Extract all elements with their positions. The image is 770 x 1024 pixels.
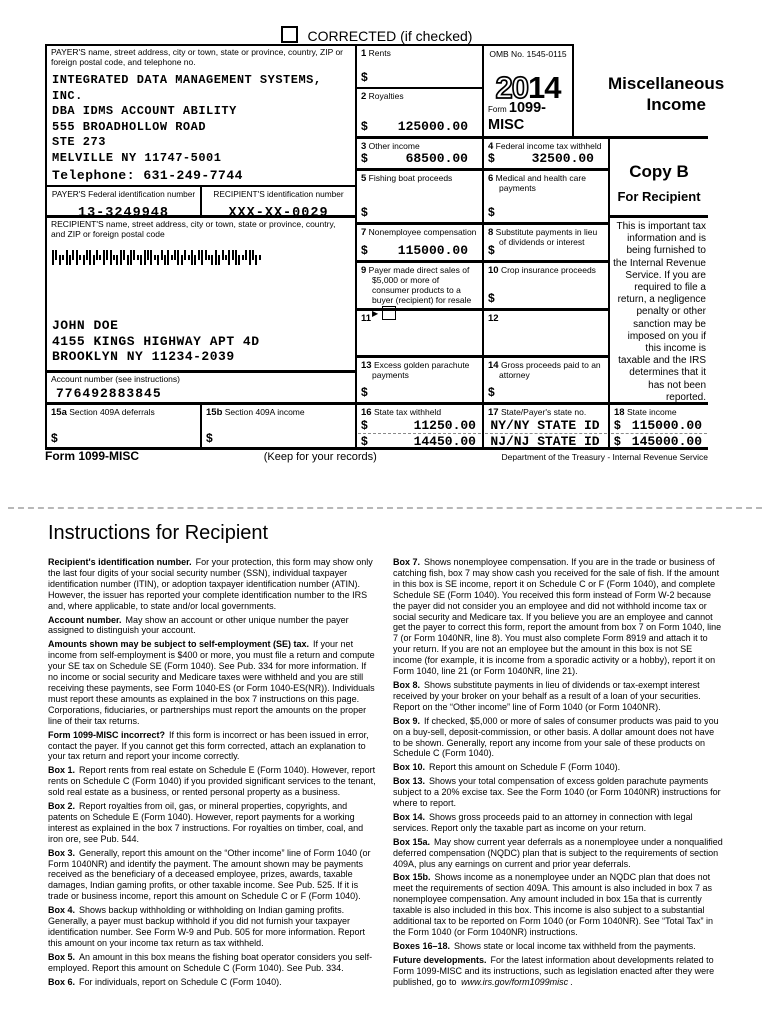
paragraph-lead: Box 14. bbox=[393, 811, 426, 822]
payer-fed-id-box bbox=[45, 185, 200, 221]
recipient-id-box bbox=[200, 185, 355, 221]
box-number: 15a bbox=[51, 407, 67, 418]
payer-line: INTEGRATED DATA MANAGEMENT SYSTEMS, INC. bbox=[52, 73, 322, 103]
box-number: 10 bbox=[488, 265, 499, 276]
omb-year-box bbox=[482, 44, 574, 136]
box-8-substitute-payments bbox=[482, 222, 608, 260]
dollar-sign: $ bbox=[361, 70, 368, 85]
box-label: Payer made direct sales of $5,000 or more of consumer products to a buyer (recipient) for resale bbox=[368, 265, 472, 305]
dollar-sign: $ bbox=[361, 418, 368, 433]
box-label: Section 409A income bbox=[224, 407, 305, 417]
box-number: 15b bbox=[206, 407, 223, 418]
box-label: State income bbox=[626, 407, 677, 417]
payer-info-box bbox=[45, 44, 355, 185]
box-7-nonemployee-compensation bbox=[355, 222, 482, 260]
state-tax-withheld-row1: 11250.00 bbox=[413, 418, 476, 434]
box-label: Medical and health care payments bbox=[495, 173, 586, 194]
paragraph-lead: Boxes 16–18. bbox=[393, 940, 451, 951]
account-number-label: Account number (see instructions) bbox=[51, 374, 180, 384]
dollar-sign: $ bbox=[614, 434, 621, 449]
payer-address bbox=[52, 73, 355, 167]
instructions-left-column bbox=[48, 557, 378, 991]
corrected-label: CORRECTED (if checked) bbox=[307, 28, 473, 44]
box-2-amount: 125000.00 bbox=[397, 118, 468, 134]
paragraph-lead: Account number. bbox=[48, 614, 122, 625]
instruction-paragraph: Box 15b. Shows income as a nonemployee under an NQDC plan that does not meet the requirements of section 409A. This amount is also included in box 7 as nonemployee compensation. Any amount included in box 15a that is currently taxable is also included in this box. This income is also subject to a substantial additional tax to be reported on Form 1040 (or Form 1040NR). See “Total Tax” in the Form 1040 (or Form 1040NR) instructions. bbox=[393, 872, 713, 937]
paragraph-lead: Box 9. bbox=[393, 715, 421, 726]
instruction-paragraph: Boxes 16–18. Shows state or local income tax withheld from the payments. bbox=[393, 940, 696, 951]
instruction-paragraph: Recipient's identification number. For your protection, this form may show only the last four digits of your social security number (SSN), individual taxpayer identification number (ITIN), or adoption taxpayer identification number (ATIN). However, the issuer has reported your complete identification number to the IRS and, where applicable, to state and/or local governments. bbox=[48, 557, 373, 611]
instruction-paragraph: Account number. May show an account or other unique number the payer assigned to distinguish your account. bbox=[48, 614, 349, 636]
irs-url: www.irs.gov/form1099misc bbox=[461, 976, 569, 987]
form-grid bbox=[45, 44, 725, 450]
state-income-row1: 115000.00 bbox=[631, 418, 702, 434]
recipient-line: BROOKLYN NY 11234-2039 bbox=[52, 349, 235, 364]
box-17-state-payer-no bbox=[482, 402, 608, 450]
box-3-amount: 68500.00 bbox=[405, 150, 468, 166]
dollar-sign: $ bbox=[488, 291, 495, 306]
payer-fed-id-label: PAYER'S Federal identification number bbox=[51, 189, 196, 199]
recipient-line: JOHN DOE bbox=[52, 318, 119, 333]
box-15b-409a-income bbox=[200, 402, 355, 447]
box-number: 9 bbox=[361, 265, 367, 276]
box-5-fishing-boat-proceeds bbox=[355, 168, 482, 222]
paragraph-lead: Amounts shown may be subject to self-employment (SE) tax. bbox=[48, 639, 310, 650]
box-9-direct-sales bbox=[355, 260, 482, 318]
dollar-sign: $ bbox=[206, 431, 213, 446]
instruction-paragraph: Box 6. For individuals, report on Schedule C (Form 1040). bbox=[48, 976, 282, 987]
box-16-state-tax-withheld bbox=[355, 402, 482, 450]
dollar-sign: $ bbox=[614, 418, 621, 433]
box-number: 1 bbox=[361, 48, 367, 59]
instructions-right-column bbox=[393, 557, 723, 991]
box-label: State tax withheld bbox=[373, 407, 442, 417]
paragraph-lead: Form 1099-MISC incorrect? bbox=[48, 729, 166, 740]
box-number: 8 bbox=[488, 227, 494, 238]
state-income-row2: 145000.00 bbox=[631, 434, 702, 450]
box-number: 4 bbox=[488, 141, 494, 152]
paragraph-lead: Box 8. bbox=[393, 679, 421, 690]
dollar-sign: $ bbox=[361, 242, 368, 257]
box-label: Section 409A deferrals bbox=[69, 407, 155, 417]
form-number-line: Form 1099-MISC bbox=[488, 100, 546, 134]
paragraph-lead: Recipient's identification number. bbox=[48, 557, 192, 567]
instruction-paragraph: Box 9. If checked, $5,000 or more of sales of consumer products was paid to you on a buy-sell, deposit-commission, or other basis. A dollar amount does not have to be shown. Generally, report any income from your sale of these products on Schedule C (Form 1040). bbox=[393, 715, 719, 759]
corrected-row bbox=[45, 26, 708, 44]
paragraph-lead: Box 1. bbox=[48, 765, 76, 776]
instruction-paragraph: Box 13. Shows your total compensation of excess golden parachute payments subject to a 20% excise tax. See the Form 1040 (or Form 1040NR) instructions for where to report. bbox=[393, 776, 721, 809]
footer-keep-note: (Keep for your records) bbox=[263, 451, 377, 463]
form-footer bbox=[45, 449, 708, 463]
payer-telephone: Telephone: 631-249-7744 bbox=[52, 167, 243, 183]
dollar-sign: $ bbox=[361, 150, 368, 165]
account-number-value: 776492883845 bbox=[56, 385, 162, 401]
box-number: 18 bbox=[614, 407, 625, 418]
instructions-title: Instructions for Recipient bbox=[48, 522, 269, 544]
instruction-paragraph: Box 3. Generally, report this amount on the “Other income” line of Form 1040 (or Form 1040NR) and identify the payment. The amount shown may be payments received as the beneficiary of a deceased employee, prizes, awards, taxable damages, Indian gaming profits, or other taxable income. See Pub. 525. If it is trade or business income, report this amount on Schedule C or F (Form 1040). bbox=[48, 847, 371, 902]
instruction-paragraph: Form 1099-MISC incorrect? If this form is incorrect or has been issued in error, contact the payer. If you cannot get this form corrected, attach an explanation to your tax return and report your income correctly. bbox=[48, 729, 369, 762]
dollar-sign: $ bbox=[51, 431, 58, 446]
box-18-state-income bbox=[608, 402, 708, 450]
instruction-paragraph: Box 15a. May show current year deferrals as a nonemployee under a nonqualified deferred compensation (NQDC) plan that is subject to the requirements of section 409A, plus any earnings on current and prior year deferrals. bbox=[393, 836, 723, 869]
recipient-label: RECIPIENT'S name, street address, city or town, state or province, country, and ZIP or foreign postal code bbox=[51, 219, 336, 239]
instruction-paragraph: Box 14. Shows gross proceeds paid to an attorney in connection with legal services. Report only the taxable part as income on your return. bbox=[393, 811, 693, 833]
box-label: Substitute payments in lieu of dividends or interest bbox=[495, 227, 598, 248]
dashed-separator bbox=[8, 507, 762, 509]
instruction-paragraph: Box 1. Report rents from real estate on Schedule E (Form 1040). However, report rents on Schedule C (Form 1040) if you provided significant services to the tenant, sold real estate as a business, or rented personal property as a business. bbox=[48, 765, 376, 798]
box-label: Federal income tax withheld bbox=[495, 141, 602, 151]
box-number: 6 bbox=[488, 173, 494, 184]
paragraph-lead: Box 6. bbox=[48, 976, 76, 987]
dollar-sign: $ bbox=[361, 385, 368, 400]
account-number-box bbox=[45, 370, 355, 402]
state-tax-withheld-row2: 14450.00 bbox=[413, 434, 476, 450]
payer-line: 555 BROADHOLLOW ROAD bbox=[52, 119, 207, 134]
box-label: Other income bbox=[368, 141, 420, 151]
paragraph-lead: Box 5. bbox=[48, 951, 76, 962]
paragraph-lead: Box 7. bbox=[393, 557, 421, 567]
paragraph-lead: Box 15b. bbox=[393, 872, 431, 883]
box-number: 17 bbox=[488, 407, 499, 418]
payer-label: PAYER'S name, street address, city or town, state or province, country, ZIP or foreign postal code, and telephone no. bbox=[51, 47, 344, 67]
instruction-paragraph: Box 8. Shows substitute payments in lieu of dividends or tax-exempt interest received by your broker on your behalf as a result of a loan of your securities. Report on the “Other income” line of Form 1040 (or Form 1040NR). bbox=[393, 679, 701, 712]
corrected-checkbox[interactable] bbox=[281, 26, 298, 43]
dollar-sign: $ bbox=[488, 150, 495, 165]
box-7-amount: 115000.00 bbox=[397, 242, 468, 258]
box-2-royalties bbox=[355, 87, 482, 136]
resale-arrow-icon: ▶ bbox=[372, 308, 379, 318]
state-id-row1: NY/NY STATE ID bbox=[490, 418, 600, 434]
dollar-sign: $ bbox=[361, 205, 368, 220]
payer-line: DBA IDMS ACCOUNT ABILITY bbox=[52, 104, 237, 119]
omb-number: OMB No. 1545-0115 bbox=[489, 49, 567, 59]
recipient-info-box bbox=[45, 215, 355, 370]
instruction-paragraph: Box 4. Shows backup withholding or withholding on Indian gaming profits. Generally, a payer must backup withhold if you did not furnish your taxpayer identification number. See Form W-9 and Pub. 505 for more information. Report this amount on your income tax return as tax withheld. bbox=[48, 905, 365, 948]
intelligent-mail-barcode-icon bbox=[52, 250, 262, 265]
box-label: Crop insurance proceeds bbox=[500, 265, 596, 275]
box-6-medical-payments bbox=[482, 168, 608, 222]
box-label: State/Payer's state no. bbox=[500, 407, 587, 417]
box-12-empty bbox=[482, 308, 608, 355]
payer-fed-id-value: 13-3249948 bbox=[77, 205, 169, 221]
box-number: 2 bbox=[361, 91, 367, 102]
dollar-sign: $ bbox=[488, 243, 495, 258]
instruction-paragraph: Box 10. Report this amount on Schedule F (Form 1040). bbox=[393, 762, 621, 773]
paragraph-lead: Box 2. bbox=[48, 801, 76, 812]
state-id-row2: NJ/NJ STATE ID bbox=[490, 434, 600, 450]
footer-department: Department of the Treasury - Internal Revenue Service bbox=[501, 452, 708, 462]
instruction-paragraph: Box 5. An amount in this box means the fishing boat operator considers you self-employed. Report this amount on Schedule C (Form 1040). See Pub. 334. bbox=[48, 951, 373, 973]
copy-b-box bbox=[608, 136, 708, 215]
box-number: 11 bbox=[361, 313, 372, 324]
box-14-gross-proceeds-attorney bbox=[482, 355, 608, 402]
dollar-sign: $ bbox=[361, 434, 368, 449]
payer-line: MELVILLE NY 11747-5001 bbox=[52, 150, 222, 165]
dollar-sign: $ bbox=[488, 205, 495, 220]
tax-year: 2014 bbox=[495, 70, 561, 105]
box-label: Rents bbox=[368, 48, 391, 58]
dollar-sign: $ bbox=[488, 385, 495, 400]
instruction-paragraph: Box 2. Report royalties from oil, gas, or mineral properties, copyrights, and patents on Schedule E (Form 1040). However, report payments for a working interest as explained in the box 7 instructions. For royalties on timber, coal, and iron ore, see Pub. 544. bbox=[48, 801, 364, 844]
payer-line: STE 273 bbox=[52, 135, 106, 150]
box-number: 16 bbox=[361, 407, 372, 418]
box-label: Fishing boat proceeds bbox=[368, 173, 453, 183]
paragraph-lead: Box 3. bbox=[48, 847, 76, 858]
form-title: Miscellaneous Income bbox=[608, 74, 725, 115]
box-number: 12 bbox=[488, 313, 499, 324]
recipient-id-value: XXX-XX-0029 bbox=[228, 205, 329, 221]
copy-label: Copy B bbox=[629, 162, 689, 181]
box-15a-409a-deferrals bbox=[45, 402, 200, 447]
box-label: Excess golden parachute payments bbox=[372, 360, 470, 381]
recipient-line: 4155 KINGS HIGHWAY APT 4D bbox=[52, 333, 260, 349]
paragraph-lead: Box 10. bbox=[393, 762, 426, 773]
box-3-other-income bbox=[355, 136, 482, 168]
instruction-paragraph: Amounts shown may be subject to self-employment (SE) tax. If your net income from self-employment is $400 or more, you must file a return and compute your SE tax on Schedule SE (Form 1040). See Pub. 334 for more information. If no income or social security and Medicare taxes were withheld and you are still receiving these payments, see Form 1040-ES (or Form 1040-ES(NR)). Individuals must report these amounts as explained in the box 7 instructions on this page. Corporations, fiduciaries, or partnerships must report the amounts on the proper line of their tax returns. bbox=[48, 639, 375, 726]
box-13-excess-golden-parachute bbox=[355, 355, 482, 402]
box-number: 13 bbox=[361, 360, 372, 371]
box-label: Royalties bbox=[368, 91, 404, 101]
box-label: Nonemployee compensation bbox=[368, 227, 477, 237]
instruction-paragraph: Box 7. Shows nonemployee compensation. If you are in the trade or business of catching fish, box 7 may show cash you received for the sale of fish. If the amount in this box is SE income, report it on Schedule C or F (Form 1040), and complete Schedule SE (Form 1040). You received this form instead of Form W-2 because the payer did not consider you an employee and did not withhold income tax or social security and Medicare tax. If you believe you are an employee and cannot get the payer to correct this form, report the amount from box 7 on Form 1040, line 7 (or Form 1040NR, line 8). You must also complete Form 8919 and attach it to your return. If you are not an employee but the amount in this box is not SE income (for example, it is income from a sporadic activity or a hobby), report it on Form 1040, line 21 (or Form 1040NR, line 21). bbox=[393, 557, 722, 677]
box-number: 3 bbox=[361, 141, 367, 152]
box-4-federal-tax-withheld bbox=[482, 136, 608, 168]
box-number: 5 bbox=[361, 173, 367, 184]
box-number: 7 bbox=[361, 227, 367, 238]
paragraph-lead: Box 4. bbox=[48, 905, 76, 916]
instructions-section bbox=[48, 522, 724, 991]
box-4-amount: 32500.00 bbox=[531, 150, 594, 166]
paragraph-lead: Future developments. bbox=[393, 954, 487, 965]
box-10-crop-insurance bbox=[482, 260, 608, 308]
box-number: 14 bbox=[488, 360, 499, 371]
recipient-id-label: RECIPIENT'S identification number bbox=[213, 189, 344, 199]
box-label: Gross proceeds paid to an attorney bbox=[499, 360, 601, 381]
copy-sublabel: For Recipient bbox=[617, 188, 701, 204]
tax-notice: This is important tax information and is being furnished to the Internal Revenue Service. If you are required to file a return, a negligence penalty or other sanction may be imposed on you if this income is taxable and the IRS determines that it has not been reported. bbox=[608, 215, 708, 402]
instruction-paragraph: Future developments. For the latest information about developments related to Form 1099-MISC and its instructions, such as legislation enacted after they were published, go to www.irs.gov/form1099misc . bbox=[393, 954, 715, 987]
paragraph-lead: Box 15a. bbox=[393, 836, 431, 847]
dollar-sign: $ bbox=[361, 118, 368, 133]
box-11-empty bbox=[355, 308, 482, 355]
recipient-address bbox=[52, 318, 260, 365]
box-1-rents bbox=[355, 44, 482, 87]
footer-form-number: Form 1099-MISC bbox=[45, 449, 140, 463]
paragraph-lead: Box 13. bbox=[393, 776, 426, 787]
